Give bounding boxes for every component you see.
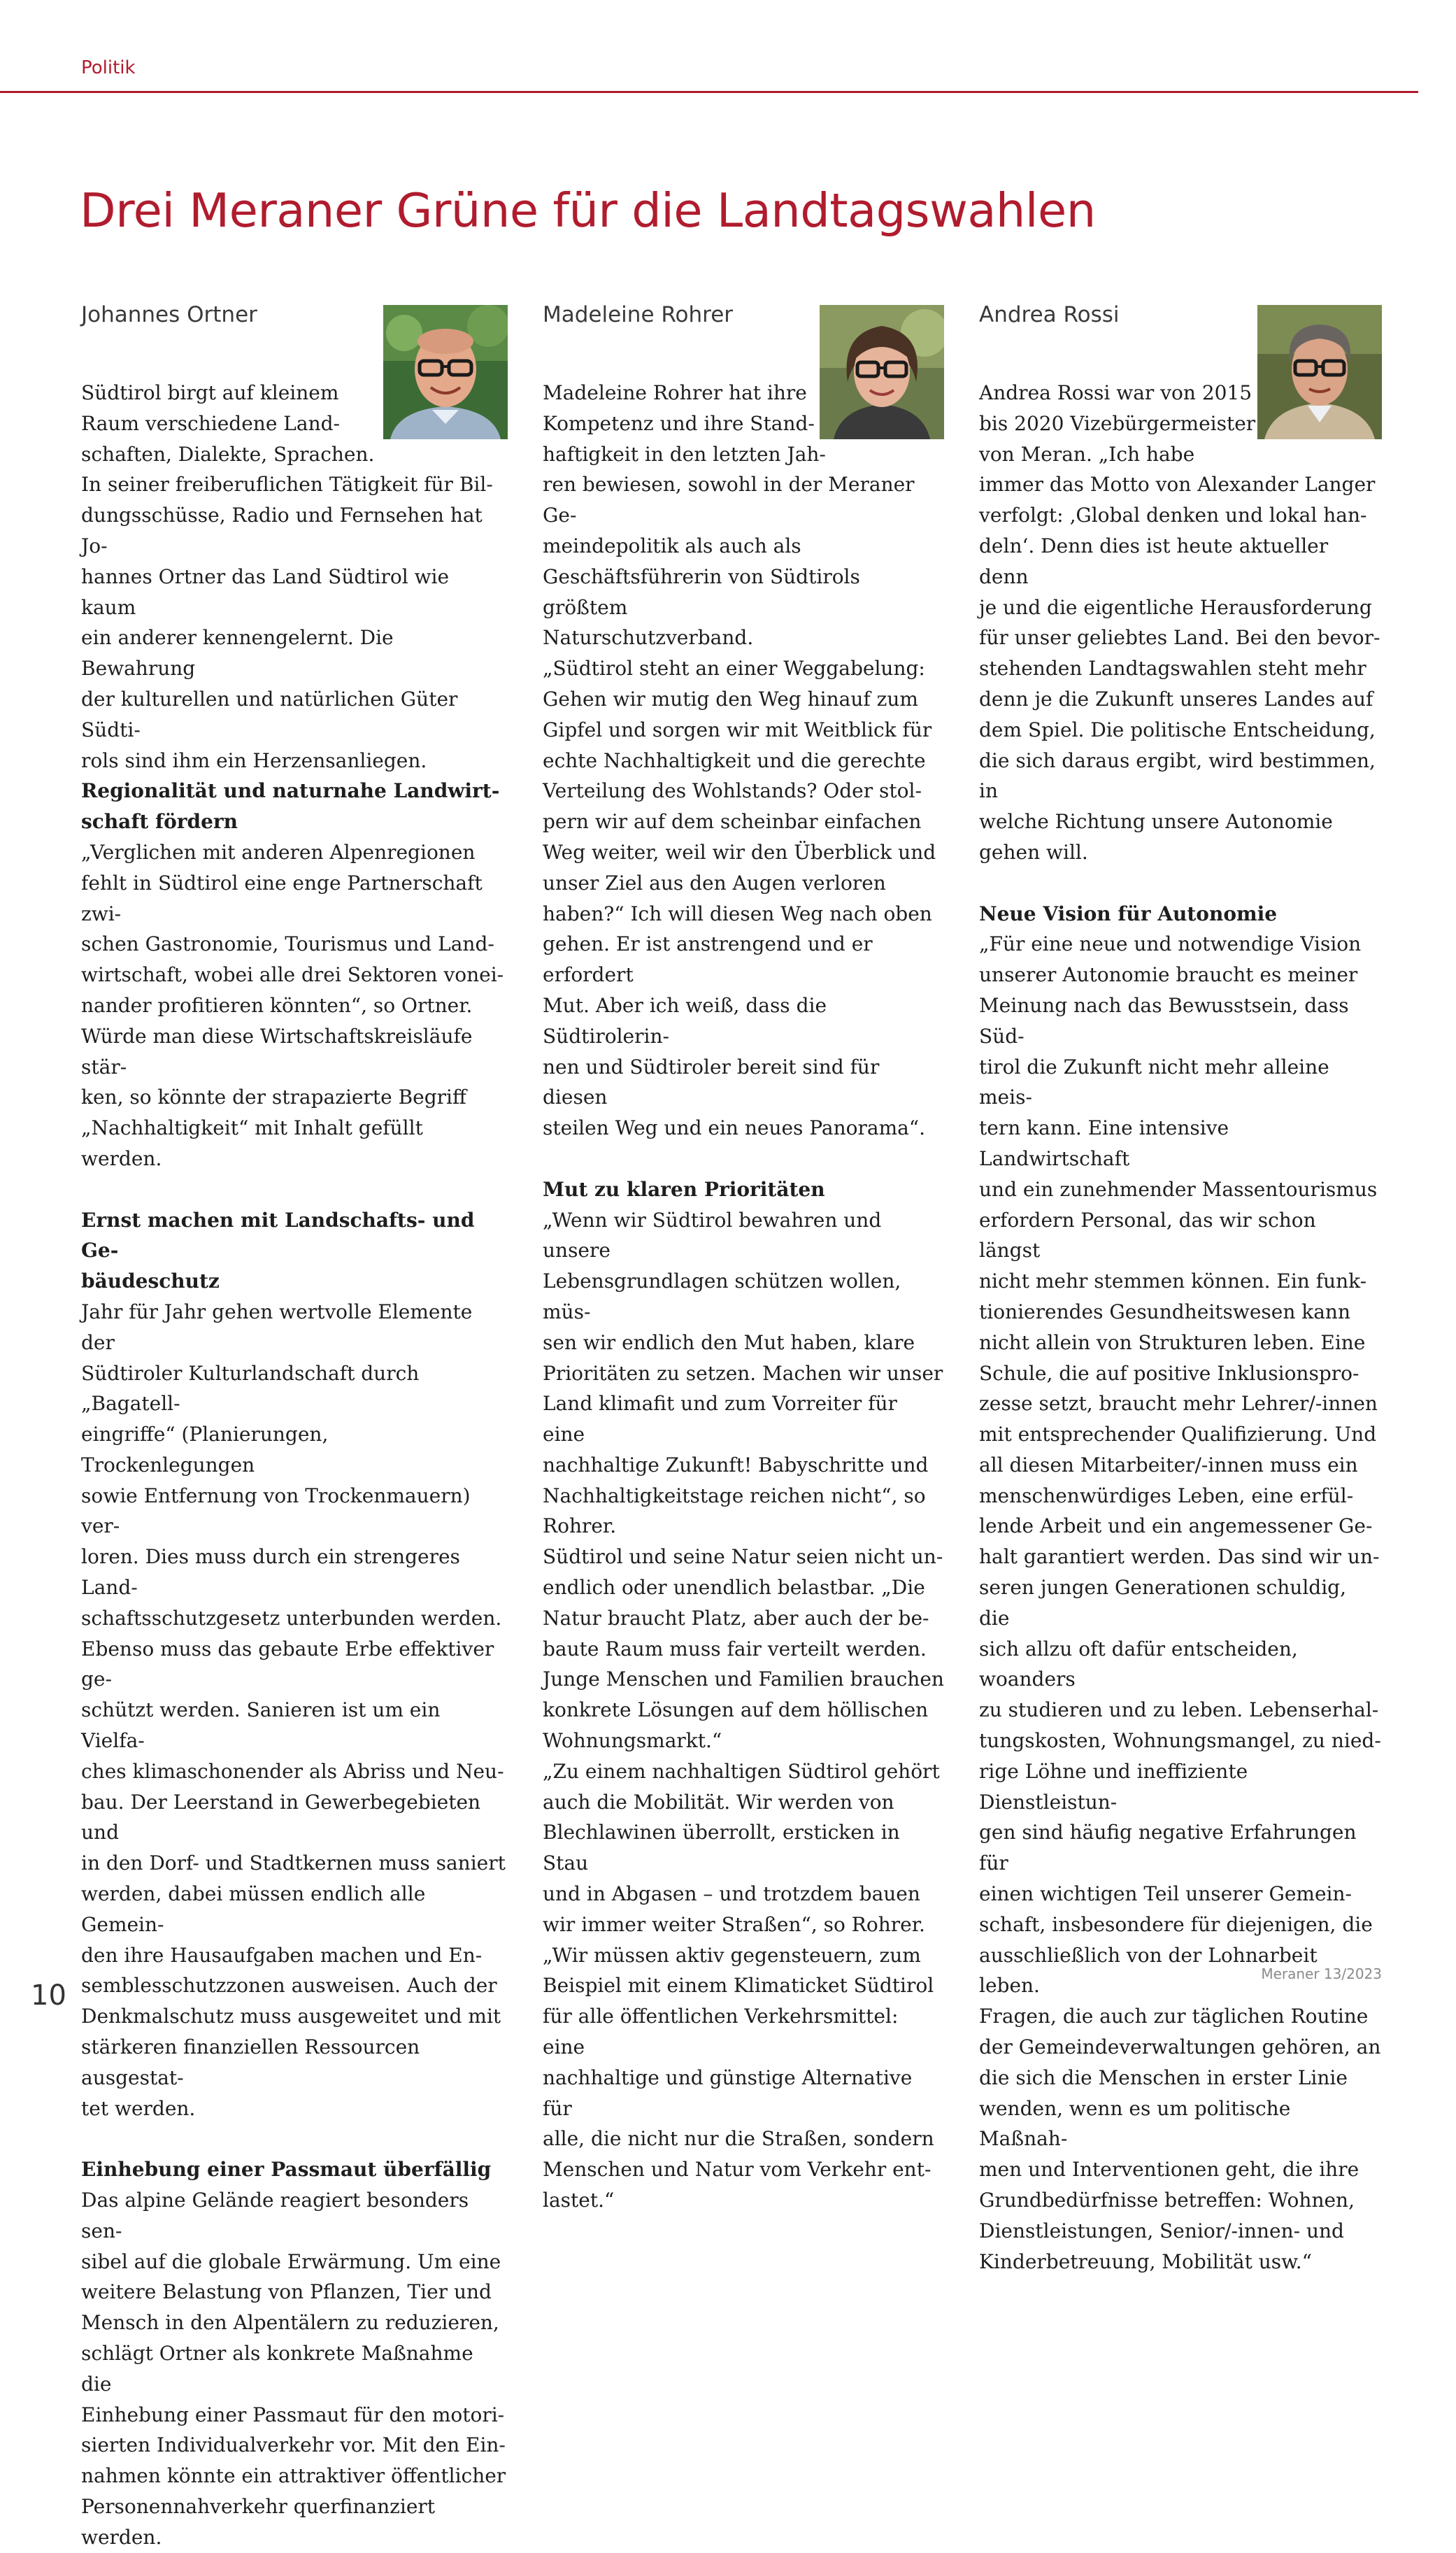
page-number: 10 [31,1979,66,2012]
paragraph: „Verglichen mit anderen Alpenregionen fehlt in Südtirol eine enge Partnerschaft zwi- schen Gastronomie, Tourismus und Land- wirtschaft, wobei alle drei Sektoren vonei- nander profitieren könnten“, so Ortner. Würde man diese Wirtschaftskreisläufe stär- ken, so könnte der strapazierte Begriff „Nachhaltigkeit“ mit Inhalt gefüllt werden. [81,840,504,1170]
column-madeleine-rohrer [543,301,944,2216]
subheading: Neue Vision für Autonomie [979,902,1278,925]
column-body [979,378,1382,2277]
paragraph: Südtirol birgt auf kleinem Raum verschiedene Land- schaften, Dialekte, Sprachen. In seiner freiberuflichen Tätigkeit für Bil- dungsschüsse, Radio und Fernsehen hat Jo- hannes Ortner das Land Südtirol wie kaum ein anderer kennengelernt. Die Bewahrung der kulturellen und natürlichen Güter Südti- rols sind ihm ein Herzensanliegen. [81,381,493,772]
column-johannes-ortner [81,301,508,2553]
portrait-photo-rohrer [820,305,944,439]
section-label: Politik [81,57,136,78]
paragraph: Andrea Rossi war von 2015 bis 2020 Vizebürgermeister von Meran. „Ich habe immer das Motto von Alexander Langer verfolgt: ‚Global denken und lokal han- deln‘. Denn dies ist heute aktueller denn je und die eigentliche Herausforderung für unser geliebtes Land. Bei den bevor- stehenden Landtagswahlen steht mehr denn je die Zukunft unseres Landes auf dem Spiel. Die politische Entscheidung, die sich daraus ergibt, wird bestimmen, in welche Richtung unsere Autonomie gehen will. [979,381,1380,864]
paragraph: „Für eine neue und notwendige Vision unserer Autonomie braucht es meiner Meinung nach das Bewusstsein, dass Süd- tirol die Zukunft nicht mehr alleine meis- tern kann. Eine intensive Landwirtschaft und ein zunehmender Massentourismus erfordern Personal, das wir schon längst nicht mehr stemmen können. Ein funk- tionierendes Gesundheitswesen kann nicht allein von Strukturen leben. Eine Schule, die auf positive Inklusionspro- zesse setzt, braucht mehr Lehrer/-innen mit entsprechender Qualifizierung. Und all diesen Mitarbeiter/-innen muss ein menschenwürdiges Leben, eine erfül- lende Arbeit und ein angemessener Ge- halt garantiert werden. Das sind wir un- seren jungen Generationen schuldig, die sich allzu oft dafür entscheiden, woanders zu studieren und zu leben. Lebenserhal- tungskosten, Wohnungsmangel, zu nied- rige Löhne und ineffiziente Dienstleistun- gen sind häufig negative Erfahrungen für einen wichtigen Teil unserer Gemein- schaft, insbesondere für diejenigen, die ausschließlich von der Lohnarbeit leben. Fragen, die auch zur täglichen Routine der Gemeindeverwaltungen gehören, an die sich die Menschen in erster Linie wenden, wenn es um politische Maßnah- men und Interventionen geht, die ihre Grundbedürfnisse betreffen: Wohnen, Dienstleistungen, Senior/-innen- und Kinderbetreuung, Mobilität usw.“ [979,932,1381,2273]
paragraph: „Wenn wir Südtirol bewahren und unsere Lebensgrundlagen schützen wollen, müs- sen wir endlich den Mut haben, klare Prioritäten zu setzen. Machen wir unser Land klimafit und zum Vorreiter für eine nachhaltige Zukunft! Babyschritte und Nachhaltigkeitstage reichen nicht“, so Rohrer. Südtirol und seine Natur seien nicht un- endlich oder unendlich belastbar. „Die Natur braucht Platz, aber auch der be- baute Raum muss fair verteilt werden. Junge Menschen und Familien brauchen konkrete Lösungen auf dem höllischen Wohnungsmarkt.“ „Zu einem nachhaltigen Südtirol gehört auch die Mobilität. Wir werden von Blechlawinen überrollt, ersticken in Stau und in Abgasen – und trotzdem bauen wir immer weiter Straßen“, so Rohrer. „Wir müssen aktiv gegensteuern, zum Beispiel mit einem Klimaticket Südtirol für alle öffentlichen Verkehrsmittel: eine nachhaltige und günstige Alternative für alle, die nicht nur die Straßen, sondern Menschen und Natur vom Verkehr ent- lastet.“ [543,1208,944,2212]
paragraph: Jahr für Jahr gehen wertvolle Elemente der Südtiroler Kulturlandschaft durch „Bagatell- eingriffe“ (Planierungen, Trockenlegungen sowie Entfernung von Trockenmauern) ver- loren. Dies muss durch ein strengeres Land- schaftsschutzgesetz unterbunden werden. Ebenso muss das gebaute Erbe effektiver ge- schützt werden. Sanieren ist um ein Vielfa- ches klimaschonender als Abriss und Neu- bau. Der Leerstand in Gewerbegebieten und in den Dorf- und Stadtkernen muss saniert werden, dabei müssen endlich alle Gemein- den ihre Hausaufgaben machen und En- semblesschutzzonen ausweisen. Auch der Denkmalschutz muss ausgeweitet und mit stärkeren finanziellen Ressourcen ausgestat- tet werden. [81,1300,506,2120]
candidate-name: Johannes Ortner [81,302,257,327]
column-body [81,378,508,2553]
paragraph: Madeleine Rohrer hat ihre Kompetenz und ihre Stand- haftigkeit in den letzten Jah- ren bewiesen, sowohl in der Meraner Ge- meindepolitik als auch als Geschäftsführerin von Südtirols größtem Naturschutzverband. „Südtirol steht an einer Weggabelung: Gehen wir mutig den Weg hinauf zum Gipfel und sorgen wir mit Weitblick für echte Nachhaltigkeit und die gerechte Verteilung des Wohlstands? Oder stol- pern wir auf dem scheinbar einfachen Weg weiter, weil wir den Überblick und unser Ziel aus den Augen verloren haben?“ Ich will diesen Weg nach oben gehen. Er ist anstrengend und er erfordert Mut. Aber ich weiß, dass die Südtirolerin- nen und Südtiroler bereit sind für diesen steilen Weg und ein neues Panorama“. [543,381,936,1140]
paragraph-gap [81,1174,508,1205]
portrait-photo-rossi [1257,305,1382,439]
column-body [543,378,944,2216]
subheading: Ernst machen mit Landschafts- und Ge- bäudeschutz [81,1208,475,1293]
column-header [543,301,944,378]
portrait-photo-ortner [383,305,508,439]
candidate-name: Madeleine Rohrer [543,302,734,327]
subheading: Einhebung einer Passmaut überfällig [81,2158,492,2182]
candidate-name: Andrea Rossi [979,302,1120,327]
subheading: Mut zu klaren Prioritäten [543,1177,825,1201]
header-rule [0,91,1418,93]
issue-label: Meraner 13/2023 [1261,1965,1382,1982]
subheading: Regionalität und naturnahe Landwirt- schaft fördern [81,779,500,834]
paragraph-gap [81,2124,508,2154]
paragraph-gap [543,1144,944,1174]
article-title: Drei Meraner Grüne für die Landtagswahlen [80,183,1096,238]
column-header [979,301,1382,378]
paragraph-gap [979,868,1382,899]
column-header [81,301,508,378]
paragraph: Das alpine Gelände reagiert besonders sen- sibel auf die globale Erwärmung. Um eine weitere Belastung von Pflanzen, Tier und Mensch in den Alpentälern zu reduzieren, schlägt Ortner als konkrete Maßnahme die Einhebung einer Passmaut für den motori- sierten Individualverkehr vor. Mit den Ein- nahmen könnte ein attraktiver öffentlicher Personennahverkehr querfinanziert werden. [81,2189,506,2549]
